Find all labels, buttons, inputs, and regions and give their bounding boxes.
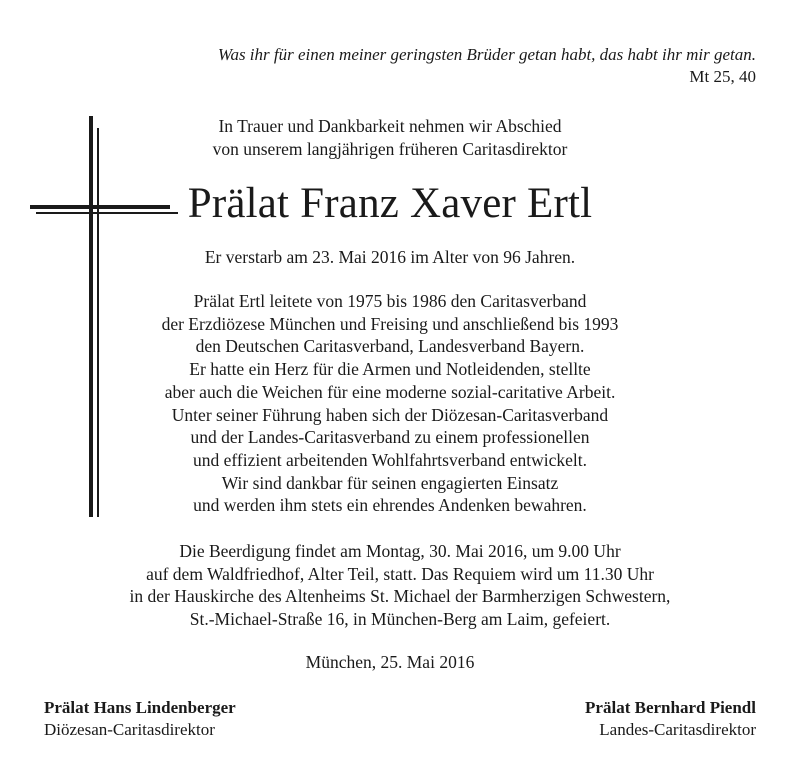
funeral-line: auf dem Waldfriedhof, Alter Teil, statt. Das Requiem wird um 11.30 Uhr — [146, 563, 654, 584]
signature-left-name: Prälat Hans Lindenberger — [44, 698, 236, 717]
deceased-name: Prälat Franz Xaver Ertl — [187, 180, 593, 227]
funeral-line: in der Hauskirche des Altenheims St. Michael der Barmherzigen Schwestern, — [129, 586, 671, 606]
body-text — [140, 290, 640, 517]
epigraph-reference: Mt 25, 40 — [689, 67, 756, 86]
signature-left-title: Diözesan-Caritasdirektor — [44, 720, 215, 739]
death-notice: Er verstarb am 23. Mai 2016 im Alter von 96 Jahren. — [204, 247, 576, 267]
body-line: und effizient arbeitenden Wohlfahrtsverband entwickelt. — [193, 449, 587, 470]
signature-right — [585, 697, 756, 741]
cross-vertical-thick — [89, 116, 93, 517]
funeral-line: Die Beerdigung findet am Montag, 30. Mai 2016, um 9.00 Uhr — [179, 541, 621, 561]
intro-line: von unserem langjährigen früheren Caritasdirektor — [212, 139, 568, 159]
body-line: der Erzdiözese München und Freising und anschließend bis 1993 — [161, 313, 619, 334]
intro-text — [140, 115, 640, 161]
funeral-line: St.-Michael-Straße 16, in München-Berg am Laim, gefeiert. — [189, 608, 611, 629]
body-line: Unter seiner Führung haben sich der Diözesan-Caritasverband — [171, 404, 609, 425]
signature-right-title: Landes-Caritasdirektor — [599, 720, 756, 739]
epigraph — [36, 44, 756, 88]
intro-line: In Trauer und Dankbarkeit nehmen wir Abschied — [218, 116, 562, 136]
body-line: den Deutschen Caritasverband, Landesverband Bayern. — [195, 336, 585, 357]
cross-vertical-thin — [97, 128, 99, 517]
epigraph-quote: Was ihr für einen meiner geringsten Brüder getan habt, das habt ihr mir getan. — [217, 45, 756, 64]
body-line: Wir sind dankbar für seinen engagierten Einsatz — [221, 472, 559, 493]
place-date: München, 25. Mai 2016 — [305, 652, 475, 672]
body-line: und der Landes-Caritasverband zu einem professionellen — [190, 427, 590, 448]
body-line: Prälat Ertl leitete von 1975 bis 1986 den Caritasverband — [193, 291, 587, 311]
body-line: und werden ihm stets ein ehrendes Andenken bewahren. — [193, 495, 587, 516]
signature-left — [44, 697, 236, 741]
body-line: Er hatte ein Herz für die Armen und Notleidenden, stellte — [189, 359, 591, 380]
funeral-info — [60, 540, 740, 630]
body-line: aber auch die Weichen für eine moderne sozial-caritative Arbeit. — [164, 381, 616, 402]
signature-right-name: Prälat Bernhard Piendl — [585, 698, 756, 717]
